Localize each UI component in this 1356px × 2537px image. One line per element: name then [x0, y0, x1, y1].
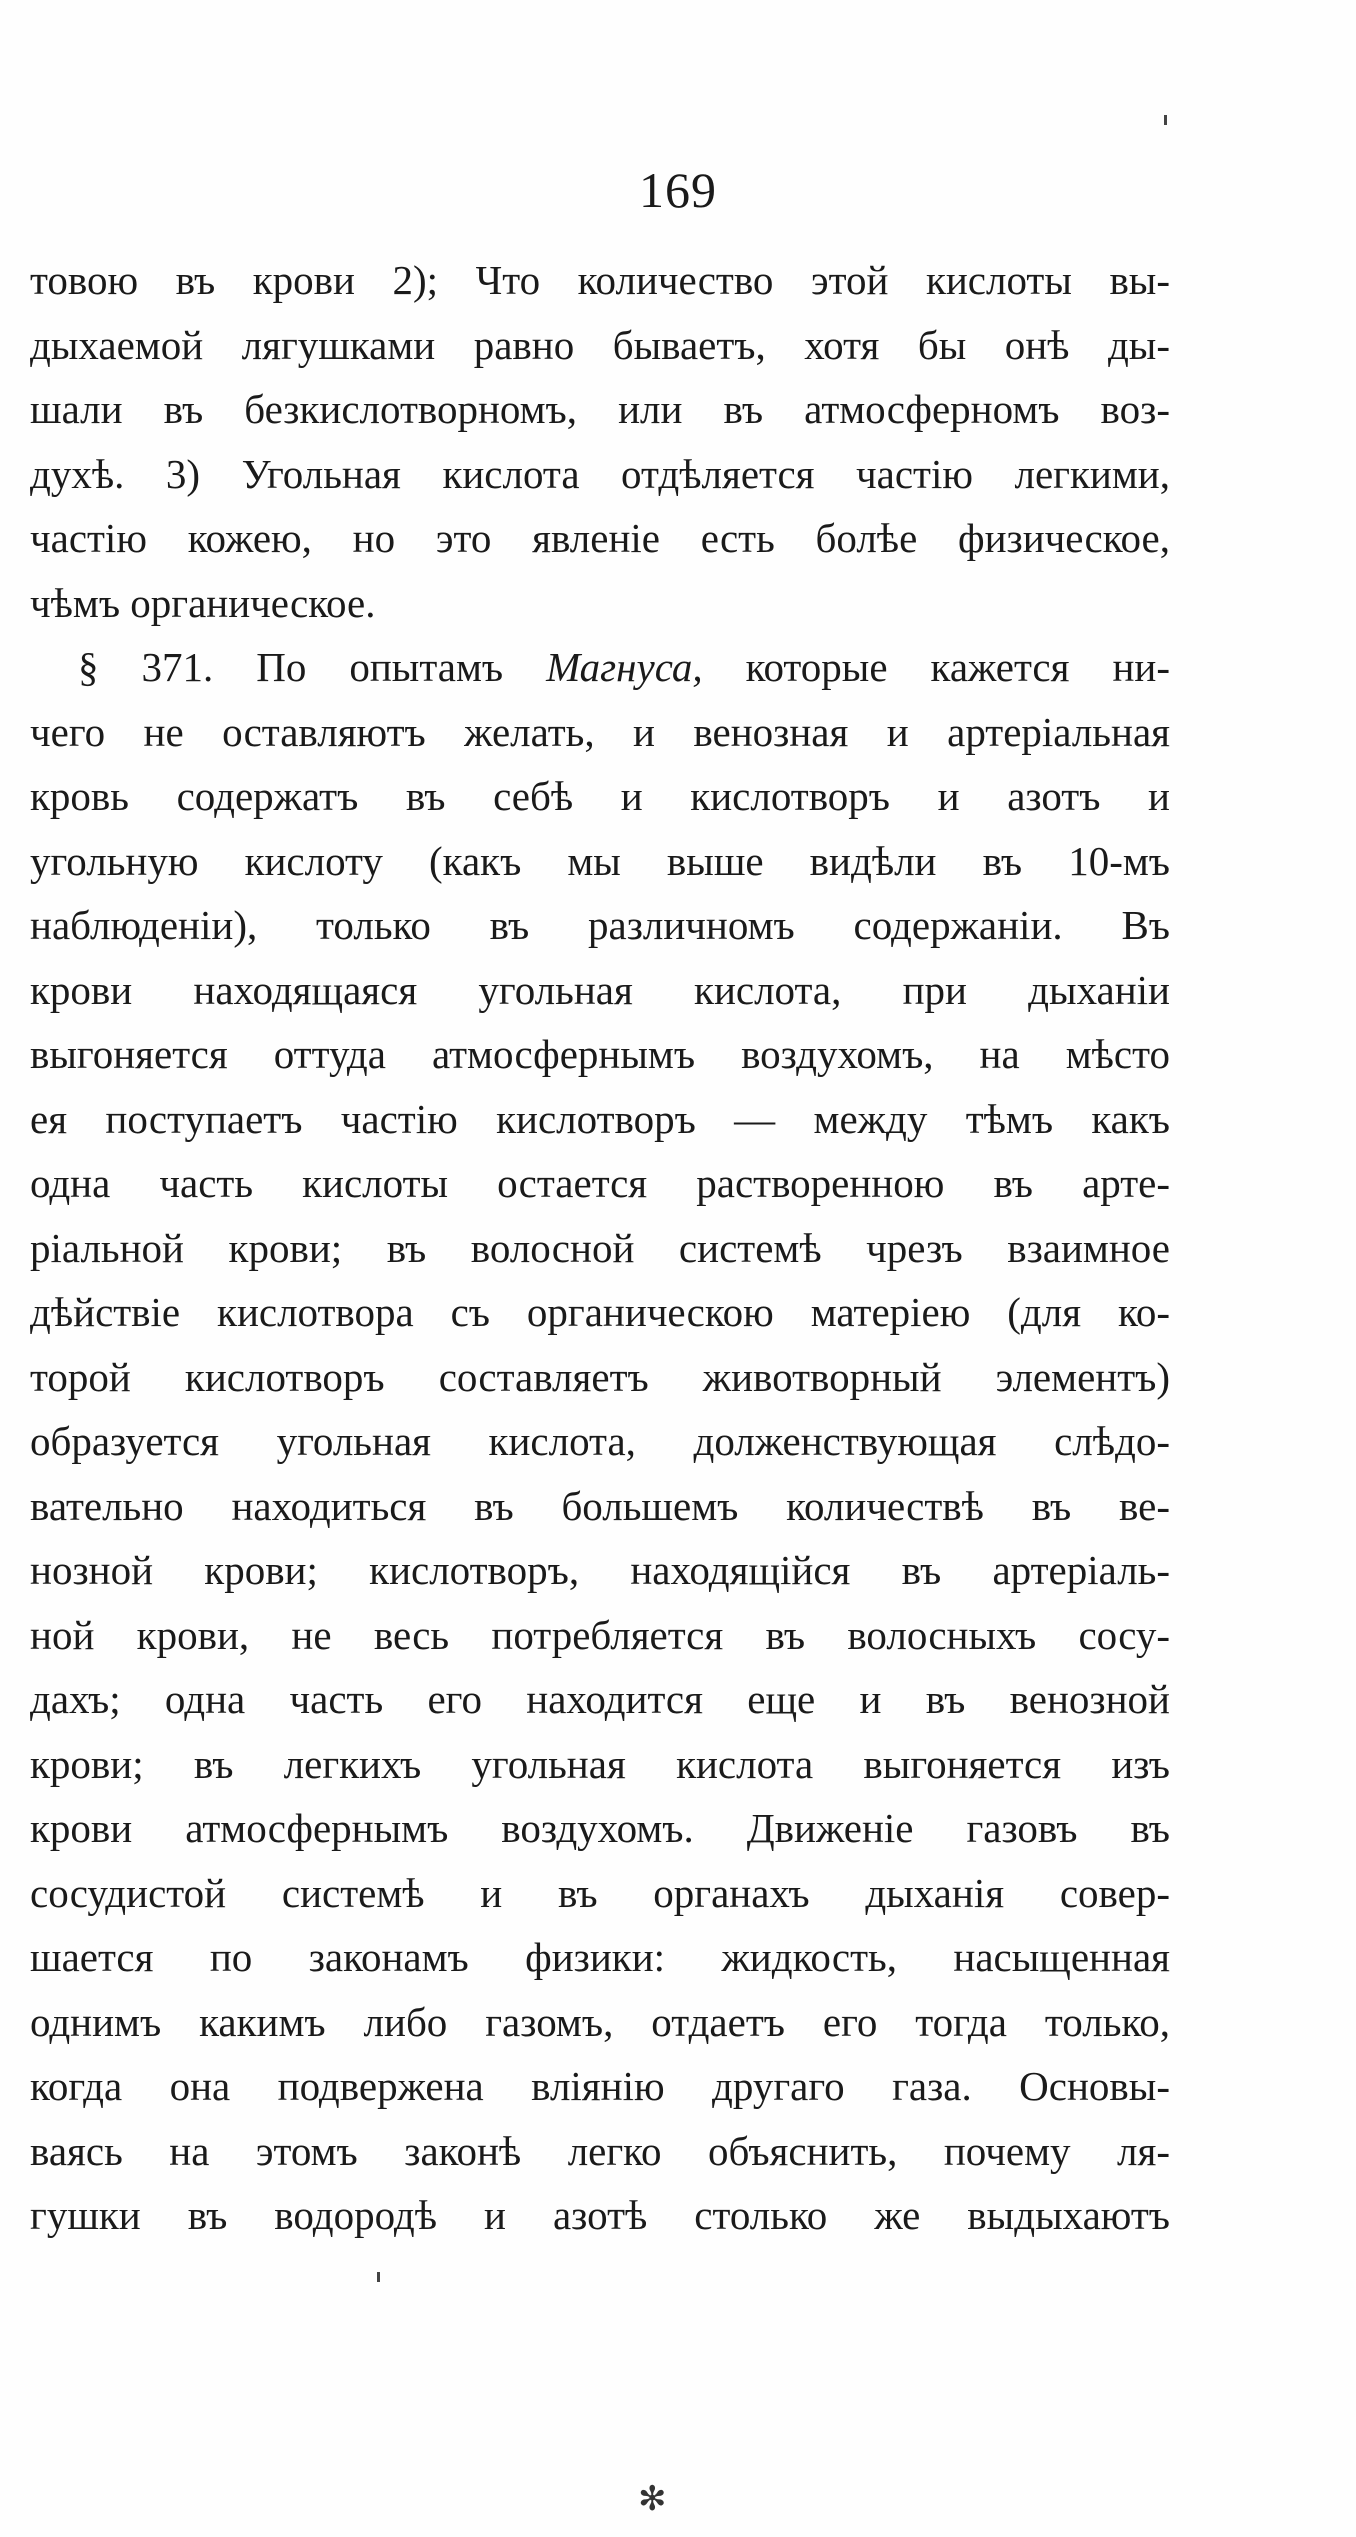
text-line: выгоняется оттуда атмосфернымъ воздухомъ, на мѣсто — [30, 1031, 1170, 1077]
print-speck — [1164, 115, 1167, 125]
text-line: ной крови, не весь потребляется въ волосныхъ сосу- — [30, 1611, 1170, 1658]
text-line: крови атмосфернымъ воздухомъ. Движеніе газовъ въ — [30, 1805, 1170, 1851]
text-line: торой кислотворъ составляетъ животворный элементъ) — [30, 1353, 1170, 1400]
text-line: ваясь на этомъ законѣ легко объяснить, почему ля- — [30, 2127, 1170, 2174]
text-line: частію кожею, но это явленіе есть болѣе физическое, — [30, 515, 1170, 561]
text-line: ея поступаетъ частію кислотворъ — между тѣмъ какъ — [30, 1095, 1170, 1142]
text-line: когда она подвержена вліянію другаго газа. Основы- — [30, 2063, 1170, 2109]
text-line: чего не оставляютъ желать, и венозная и артеріальная — [30, 708, 1170, 755]
text-line: образуется угольная кислота, долженствующая слѣдо- — [30, 1418, 1170, 1464]
text-line: наблюденіи), только въ различномъ содержаніи. Въ — [30, 902, 1170, 948]
text-line: угольную кислоту (какъ мы выше видѣли въ 10-мъ — [30, 837, 1170, 884]
text-line: однимъ какимъ либо газомъ, отдаетъ его тогда только, — [30, 1998, 1170, 2045]
footer-ornament: ✻ — [638, 2481, 667, 2518]
text-line: вательно находиться въ большемъ количествѣ въ ве- — [30, 1482, 1170, 1529]
page-number: 169 — [639, 162, 717, 218]
text-line: сосудистой системѣ и въ органахъ дыханія совер- — [30, 1869, 1170, 1916]
text-line: гушки въ водородѣ и азотѣ столько же выдыхаютъ — [30, 2192, 1170, 2238]
text-line-section-start — [30, 635, 1170, 700]
text-line: шали въ безкислотворномъ, или въ атмосферномъ воз- — [30, 386, 1170, 432]
text-line: крови находящаяся угольная кислота, при дыханіи — [30, 966, 1170, 1013]
text-line: одна часть кислоты остается растворенною въ арте- — [30, 1160, 1170, 1206]
text-line: ріальной крови; въ волосной системѣ чрезъ взаимное — [30, 1224, 1170, 1271]
text-line: крови; въ легкихъ угольная кислота выгоняется изъ — [30, 1740, 1170, 1787]
section-lead: § 371. По опытамъ — [78, 644, 504, 690]
text-line: духѣ. 3) Угольная кислота отдѣляется частію легкими, — [30, 450, 1170, 497]
author-name-italic: Магнуса, — [546, 644, 703, 690]
text-line: шается по законамъ физики: жидкость, насыщенная — [30, 1934, 1170, 1980]
text-line: дыхаемой лягушками равно бываетъ, хотя бы онѣ ды- — [30, 321, 1170, 368]
text-line: нозной крови; кислотворъ, находящійся въ артеріаль- — [30, 1547, 1170, 1593]
text-line: дахъ; одна часть его находится еще и въ венозной — [30, 1676, 1170, 1722]
body-text — [30, 248, 1170, 2248]
text-line: дѣйствіе кислотвора съ органическою матеріею (для ко- — [30, 1289, 1170, 1335]
print-speck — [377, 2272, 380, 2282]
text-line: товою въ крови 2); Что количество этой кислоты вы- — [30, 257, 1170, 303]
text-line: чѣмъ органическое. — [30, 579, 376, 626]
text-line: кровь содержатъ въ себѣ и кислотворъ и азотъ и — [30, 773, 1170, 819]
section-lead-tail: которые кажется ни- — [745, 644, 1171, 690]
